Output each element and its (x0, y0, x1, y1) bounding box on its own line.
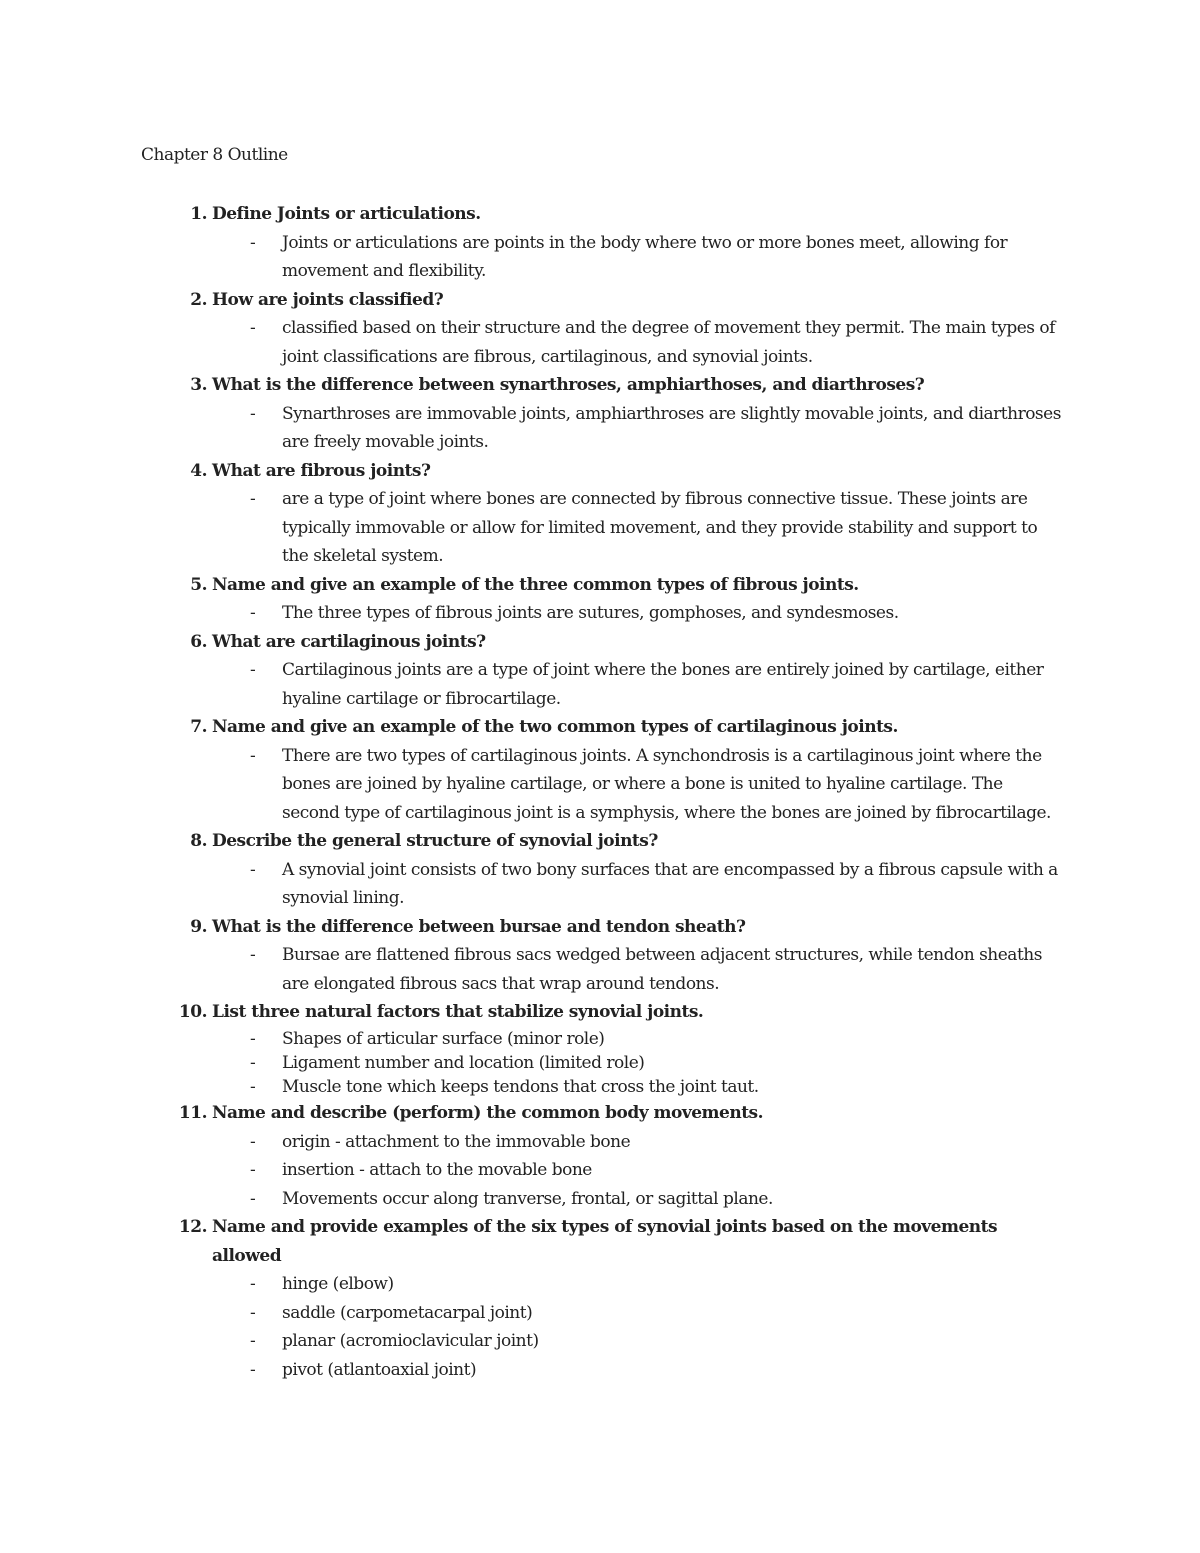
answer-text: pivot (atlantoaxial joint) (282, 1359, 477, 1380)
answer-item (250, 742, 1062, 828)
question-number: 5. (190, 574, 207, 595)
question-text: What are cartilaginous joints? (212, 631, 486, 652)
question-text: Name and describe (perform) the common body movements. (212, 1103, 764, 1124)
answer-item (250, 599, 1062, 628)
answer-item (250, 1356, 1062, 1385)
answer-text: are a type of joint where bones are connected by fibrous connective tissue. These joints are typically immovable or allow for limited movement, and they provide stability and support to the skeletal system. (282, 489, 1038, 566)
question-number: 12. (178, 1217, 207, 1238)
answer-text: Synarthroses are immovable joints, amphiarthroses are slightly movable joints, and diarthroses are freely movable joints. (282, 403, 1061, 452)
outline-item (0, 713, 1200, 827)
dash-bullet: - (250, 1028, 256, 1049)
answer-item (250, 1075, 1062, 1099)
question-number: 8. (190, 831, 207, 851)
question-number: 3. (190, 375, 207, 395)
answer-text: A synovial joint consists of two bony surfaces that are encompassed by a fibrous capsule with a synovial lining. (282, 859, 1058, 908)
answer-list (0, 314, 1200, 371)
question-text: Name and give an example of the two common types of cartilaginous joints. (212, 717, 898, 737)
dash-bullet: - (250, 660, 256, 680)
answer-list (0, 485, 1200, 571)
outline-item (0, 371, 1200, 457)
dash-bullet: - (250, 945, 256, 965)
answer-item (250, 1156, 1062, 1185)
question-text: List three natural factors that stabilize synovial joints. (212, 1002, 704, 1022)
dash-bullet: - (250, 1188, 256, 1209)
outline-item (0, 286, 1200, 372)
answer-list (0, 742, 1200, 828)
question-number: 11. (178, 1103, 207, 1124)
outline-item (0, 571, 1200, 628)
answer-item (250, 400, 1062, 457)
answer-list (0, 599, 1200, 628)
question-text: What is the difference between bursae and tendon sheath? (212, 916, 746, 937)
answer-text: planar (acromioclavicular joint) (282, 1331, 539, 1352)
answer-item (250, 1327, 1062, 1356)
answer-item (250, 314, 1062, 371)
dash-bullet: - (250, 859, 256, 880)
answer-text: Shapes of articular surface (minor role) (282, 1028, 605, 1049)
answer-list (0, 656, 1200, 713)
dash-bullet: - (250, 1052, 256, 1073)
dash-bullet: - (250, 318, 256, 338)
question-number: 9. (190, 916, 207, 937)
answer-list (0, 1128, 1200, 1214)
answer-list (0, 1027, 1200, 1100)
answer-item (250, 656, 1062, 713)
answer-text: insertion - attach to the movable bone (282, 1160, 592, 1181)
question-number: 7. (190, 717, 207, 737)
question-number: 1. (190, 204, 207, 224)
dash-bullet: - (250, 232, 256, 253)
dash-bullet: - (250, 403, 256, 424)
dash-bullet: - (250, 489, 256, 509)
answer-text: Bursae are flattened fibrous sacs wedged between adjacent structures, while tendon sheaths are elongated fibrous sacs that wrap around tendons. (282, 945, 1042, 994)
answer-text: origin - attachment to the immovable bone (282, 1131, 631, 1152)
dash-bullet: - (250, 1077, 256, 1098)
answer-list (0, 400, 1200, 457)
outline-item (0, 200, 1200, 286)
answer-text: Movements occur along tranverse, frontal, or sagittal plane. (282, 1188, 773, 1209)
outline-item (0, 827, 1200, 913)
dash-bullet: - (250, 1331, 256, 1352)
question-text: Name and provide examples of the six types of synovial joints based on the movements allowed (212, 1217, 998, 1266)
answer-list (0, 856, 1200, 913)
answer-text: saddle (carpometacarpal joint) (282, 1302, 533, 1323)
answer-text: There are two types of cartilaginous joints. A synchondrosis is a cartilaginous joint where the bones are joined by hyaline cartilage, or where a bone is united to hyaline cartilage. The second type of cartilaginous joint is a symphysis, where the bones are joined by fibrocartilage. (282, 745, 1051, 823)
question-text: Define Joints or articulations. (212, 204, 481, 224)
answer-item (250, 1299, 1062, 1328)
answer-item (250, 485, 1062, 571)
answer-item (250, 229, 1062, 286)
dash-bullet: - (250, 745, 256, 766)
answer-list (0, 229, 1200, 286)
answer-item (250, 1270, 1062, 1299)
answer-item (250, 1128, 1062, 1157)
question-number: 4. (190, 460, 207, 481)
answer-text: Ligament number and location (limited role) (282, 1052, 645, 1073)
answer-item (250, 941, 1062, 998)
answer-item (250, 1185, 1062, 1214)
answer-item (250, 1051, 1062, 1075)
question-number: 10. (178, 1002, 207, 1022)
dash-bullet: - (250, 1359, 256, 1380)
answer-text: Muscle tone which keeps tendons that cross the joint taut. (282, 1077, 759, 1098)
answer-text: hinge (elbow) (282, 1274, 394, 1295)
dash-bullet: - (250, 1160, 256, 1181)
outline-item (0, 457, 1200, 571)
answer-item (250, 856, 1062, 913)
question-text: What are fibrous joints? (212, 460, 431, 481)
outline-item (0, 1213, 1200, 1384)
question-number: 6. (190, 631, 207, 652)
question-text: Name and give an example of the three common types of fibrous joints. (212, 574, 859, 595)
outline-item (0, 1099, 1200, 1213)
dash-bullet: - (250, 1131, 256, 1152)
answer-text: Joints or articulations are points in the body where two or more bones meet, allowing for movement and flexibility. (282, 232, 1008, 281)
dash-bullet: - (250, 1302, 256, 1323)
question-text: How are joints classified? (212, 289, 444, 310)
answer-item (250, 1027, 1062, 1051)
outline-list (0, 200, 1200, 1384)
answer-text: Cartilaginous joints are a type of joint where the bones are entirely joined by cartilage, either hyaline cartilage or fibrocartilage. (282, 660, 1044, 709)
outline-item (0, 913, 1200, 999)
question-number: 2. (190, 289, 207, 310)
answer-text: The three types of fibrous joints are sutures, gomphoses, and syndesmoses. (282, 603, 899, 623)
answer-text: classified based on their structure and the degree of movement they permit. The main types of joint classifications are fibrous, cartilaginous, and synovial joints. (282, 318, 1055, 367)
answer-list (0, 1270, 1200, 1384)
document-title: Chapter 8 Outline (141, 145, 288, 165)
question-text: Describe the general structure of synovial joints? (212, 831, 658, 851)
question-text: What is the difference between synarthroses, amphiarthoses, and diarthroses? (212, 375, 925, 395)
outline-item (0, 628, 1200, 714)
outline-item (0, 998, 1200, 1099)
dash-bullet: - (250, 1274, 256, 1295)
answer-list (0, 941, 1200, 998)
dash-bullet: - (250, 603, 256, 623)
